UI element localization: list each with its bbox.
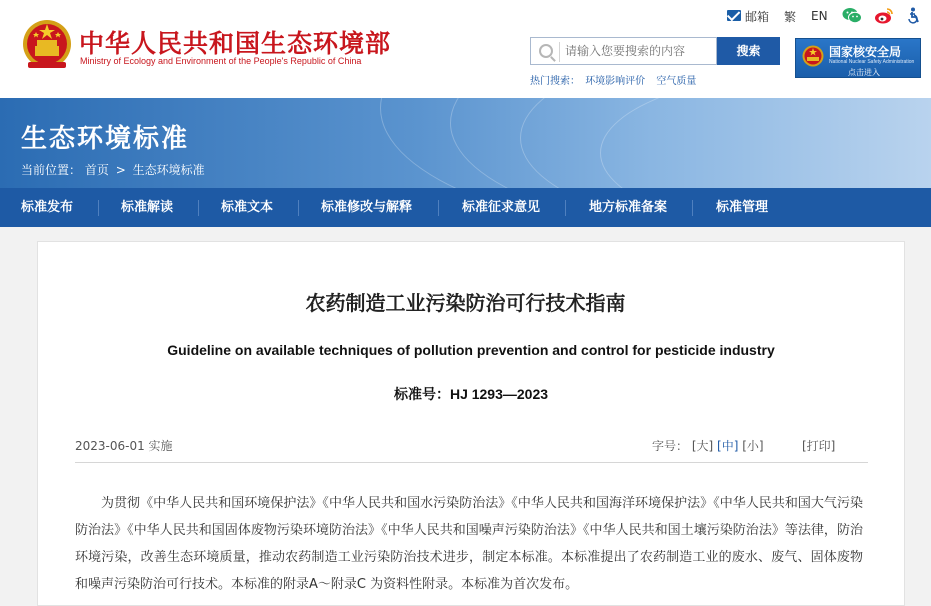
nav-item-interpretation[interactable]: 标准解读 (121, 200, 174, 215)
font-size-medium-button[interactable]: [中] (717, 439, 739, 453)
wechat-icon[interactable] (842, 7, 862, 24)
nav-divider (298, 200, 299, 216)
search-button[interactable]: 搜索 (717, 37, 780, 65)
nav-divider (692, 200, 693, 216)
page-banner (0, 98, 931, 188)
national-emblem-icon[interactable] (22, 18, 72, 72)
standard-number (0, 384, 931, 404)
banner-decoration (600, 98, 931, 188)
search-divider (559, 42, 560, 62)
nav-divider (198, 200, 199, 216)
nnsa-name-en: National Nuclear Safety Administration (829, 59, 915, 65)
article-body: 为贯彻《中华人民共和国环境保护法》《中华人民共和国水污染防治法》《中华人民共和国海洋环境保护法》《中华人民共和国大气污染防治法》《中华人民共和国固体废物污染环境防治法》《中华人民共和国噪声污染防治法》《中华人民共和国土壤污染防治法》等法律，防治环境污染，改善生态环境质量，推动农药制造工业污染防治技术进步，制定本标准。本标准提出了农药制造工业的废水、废气、固体废物和噪声污染防治可行技术。本标准的附录A～附录C 为资料性附录。本标准为首次发布。 (75, 496, 863, 592)
nav-item-amendment[interactable]: 标准修改与解释 (321, 200, 413, 215)
font-size-large-button[interactable]: [大] (691, 439, 714, 453)
print-button[interactable]: [打印] (802, 439, 836, 453)
nav-divider (438, 200, 439, 216)
nav-item-local-filing[interactable]: 地方标准备案 (589, 200, 668, 215)
traditional-chinese-link[interactable]: 繁 (784, 9, 797, 24)
nnsa-name: 国家核安全局 (829, 45, 902, 59)
english-link[interactable]: EN (811, 9, 828, 23)
breadcrumb-home[interactable]: 首页 (84, 163, 109, 177)
nav-divider (565, 200, 566, 216)
weibo-icon[interactable] (874, 7, 894, 24)
standard-number-label: 标准号： (393, 387, 450, 403)
mail-link[interactable]: 邮箱 (745, 9, 770, 24)
article-title-en: Guideline on available techniques of pollution prevention and control for pesticide industry (167, 342, 775, 358)
nav-item-release[interactable]: 标准发布 (21, 200, 74, 215)
font-size-small-button[interactable]: [小] (742, 439, 764, 453)
effective-date: 2023-06-01 实施 (75, 439, 173, 453)
font-size-controls (652, 437, 764, 454)
search-icon (539, 44, 553, 58)
site-title[interactable]: 中华人民共和国生态环境部 (79, 29, 392, 58)
nnsa-emblem-icon (802, 44, 824, 68)
accessibility-icon[interactable] (906, 7, 922, 24)
hot-search-term[interactable]: 环境影响评价 (585, 76, 646, 87)
article-title: 农药制造工业污染防治可行技术指南 (305, 291, 626, 315)
nav-item-consultation[interactable]: 标准征求意见 (462, 200, 541, 215)
nav-item-management[interactable]: 标准管理 (716, 200, 769, 215)
page-title: 生态环境标准 (21, 124, 190, 154)
nnsa-link-button[interactable] (795, 38, 921, 78)
main-nav (0, 188, 931, 227)
font-size-label: 字号： (652, 439, 689, 453)
search-field[interactable] (530, 37, 717, 65)
standard-number-value: HJ 1293—2023 (449, 386, 549, 402)
search-input[interactable] (565, 40, 713, 62)
breadcrumb-current[interactable]: 生态环境标准 (132, 163, 205, 177)
breadcrumb-label: 当前位置： (21, 163, 82, 177)
article-divider (75, 462, 868, 463)
hot-search-label: 热门搜索： (530, 76, 580, 87)
hot-search-term[interactable]: 空气质量 (656, 76, 697, 87)
breadcrumb (21, 161, 205, 178)
mail-icon[interactable] (727, 10, 741, 21)
breadcrumb-separator: > (115, 163, 126, 177)
nav-item-text[interactable]: 标准文本 (221, 200, 274, 215)
site-header (0, 0, 931, 98)
site-subtitle-en: Ministry of Ecology and Environment of the People's Republic of China (80, 56, 362, 66)
hot-search (530, 72, 704, 87)
nav-divider (98, 200, 99, 216)
nnsa-enter-label: 点击进入 (848, 68, 880, 77)
